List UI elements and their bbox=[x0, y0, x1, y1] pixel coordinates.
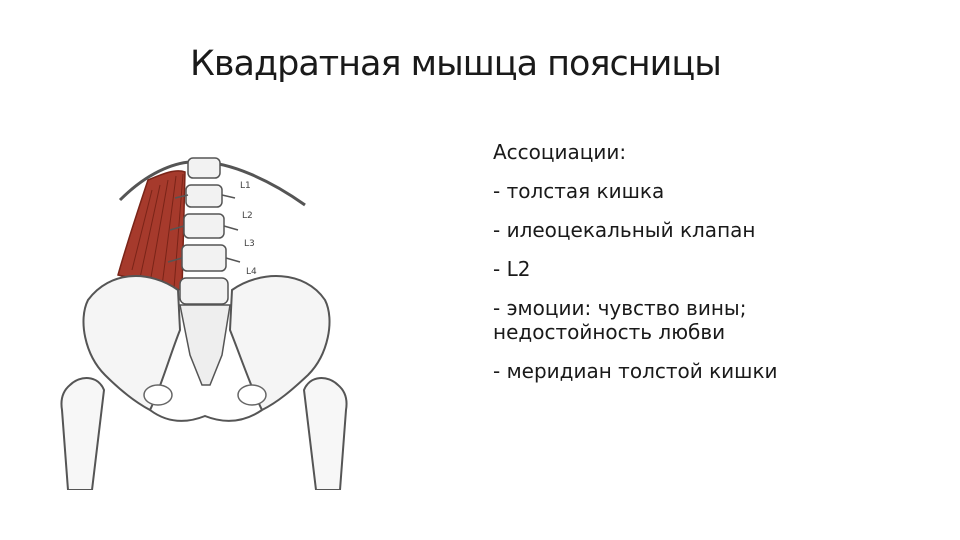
right-femur bbox=[304, 378, 347, 490]
anatomy-illustration bbox=[40, 140, 360, 490]
list-item: - меридиан толстой кишки bbox=[493, 359, 778, 383]
vertebra-label-l4: L4 bbox=[246, 267, 257, 277]
vertebra-label-l1: L1 bbox=[240, 181, 251, 191]
left-femur bbox=[61, 378, 104, 490]
list-item: - эмоции: чувство вины; bbox=[493, 296, 747, 320]
slide-title: Квадратная мышца поясницы bbox=[190, 44, 721, 84]
list-item-continuation: недостойность любви bbox=[493, 320, 726, 344]
vertebra-label-l3: L3 bbox=[244, 239, 255, 249]
list-item: - L2 bbox=[493, 257, 531, 281]
vertebra-label-l2: L2 bbox=[242, 211, 253, 221]
sacrum bbox=[180, 305, 230, 385]
list-item: - илеоцекальный клапан bbox=[493, 218, 756, 242]
list-item: - толстая кишка bbox=[493, 179, 665, 203]
associations-heading: Ассоциации: bbox=[493, 140, 627, 164]
pubic-arch bbox=[150, 410, 262, 421]
associations-list bbox=[493, 140, 933, 398]
pelvis-spine-drawing bbox=[40, 140, 360, 490]
